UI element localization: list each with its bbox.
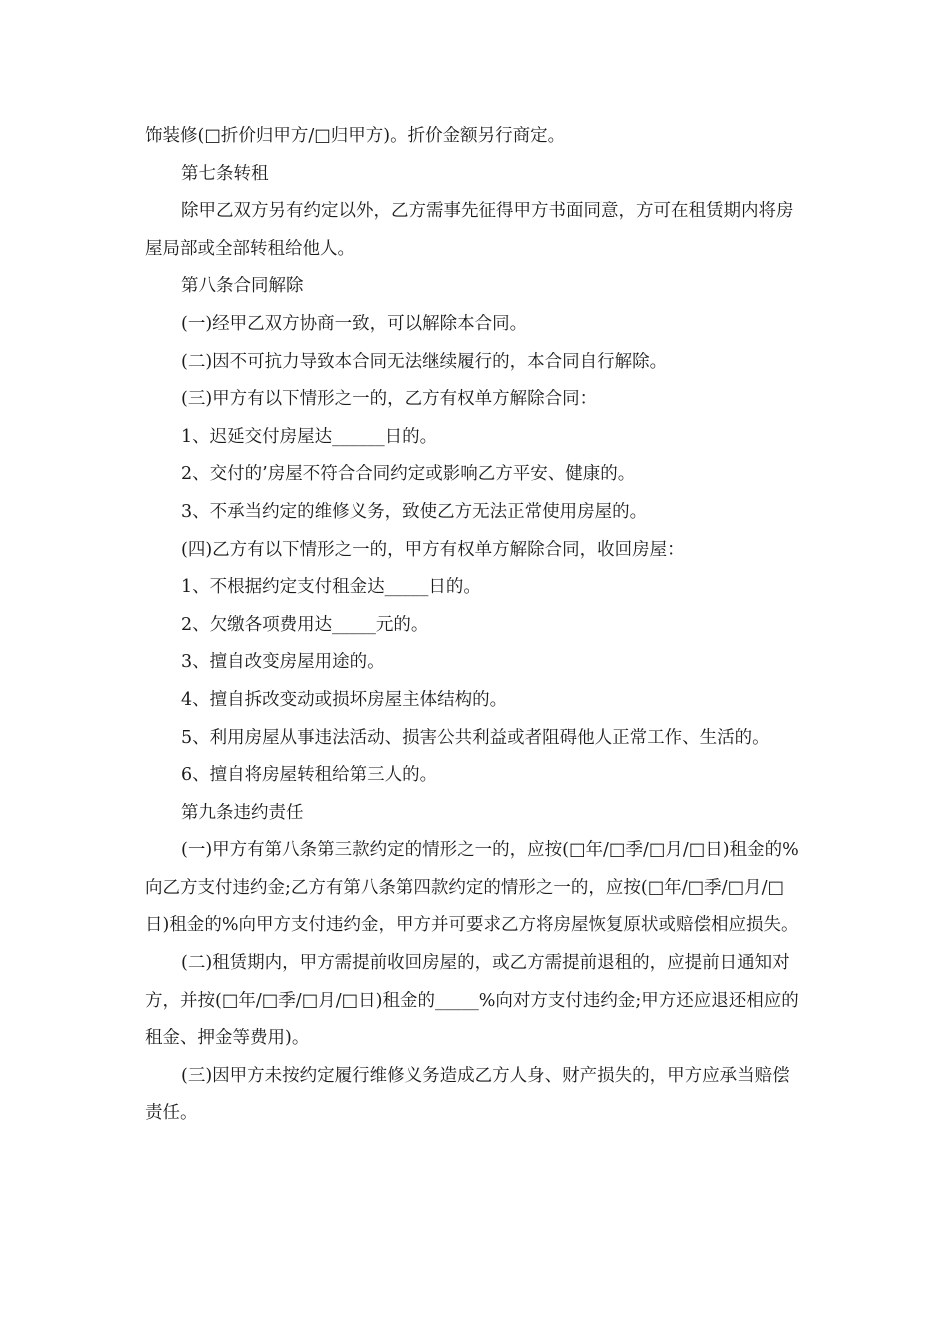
heading-article-8: 第八条合同解除: [181, 276, 304, 297]
heading-article-7: 第七条转租: [181, 163, 269, 184]
clause-9-2: (二)租赁期内，甲方需提前收回房屋的，或乙方需提前退租的，应提前日通知对方，并按(□年/□季/□月/□日)租金的_____%向对方支付违约金;甲方还应退还相应的租金、押金等费用)。: [145, 953, 799, 1049]
clause-8-4-item-1: 1、不根据约定支付租金达_____日的。: [181, 577, 481, 598]
clause-8-4-item-5: 5、利用房屋从事违法活动、损害公共利益或者阻碍他人正常工作、生活的。: [181, 727, 770, 748]
clause-8-3: (三)甲方有以下情形之一的，乙方有权单方解除合同：: [181, 389, 598, 410]
clause-8-4: (四)乙方有以下情形之一的，甲方有权单方解除合同，收回房屋：: [181, 539, 685, 560]
clause-8-1: (一)经甲乙双方协商一致，可以解除本合同。: [181, 313, 528, 334]
document-page: [145, 118, 805, 1133]
paragraph-renovation-continued: 饰装修(□折价归甲方/□归甲方)。折价金额另行商定。: [145, 126, 566, 146]
clause-8-4-item-6: 6、擅自将房屋转租给第三人的。: [181, 765, 438, 786]
clause-8-3-item-2: 2、交付的’房屋不符合合同约定或影响乙方平安、健康的。: [181, 464, 636, 485]
clause-9-1: (一)甲方有第八条第三款约定的情形之一的，应按(□年/□季/□月/□日)租金的%向乙方支付违约金;乙方有第八条第四款约定的情形之一的，应按(□年/□季/□月/□日)租金的%向甲方支付违约金，甲方并可要求乙方将房屋恢复原状或赔偿相应损失。: [145, 840, 799, 936]
clause-8-3-item-1: 1、迟延交付房屋达______日的。: [181, 426, 438, 447]
clause-8-4-item-2: 2、欠缴各项费用达_____元的。: [181, 614, 429, 635]
heading-article-9: 第九条违约责任: [181, 802, 304, 823]
paragraph-sublease: 除甲乙双方另有约定以外，乙方需事先征得甲方书面同意，方可在租赁期内将房屋局部或全部转租给他人。: [145, 201, 794, 259]
clause-8-4-item-4: 4、擅自拆改变动或损坏房屋主体结构的。: [181, 689, 508, 710]
clause-8-2: (二)因不可抗力导致本合同无法继续履行的，本合同自行解除。: [181, 351, 668, 372]
clause-9-3: (三)因甲方未按约定履行维修义务造成乙方人身、财产损失的，甲方应承当赔偿责任。: [145, 1065, 790, 1124]
clause-8-4-item-3: 3、擅自改变房屋用途的。: [181, 652, 385, 673]
clause-8-3-item-3: 3、不承当约定的维修义务，致使乙方无法正常使用房屋的。: [181, 501, 648, 522]
